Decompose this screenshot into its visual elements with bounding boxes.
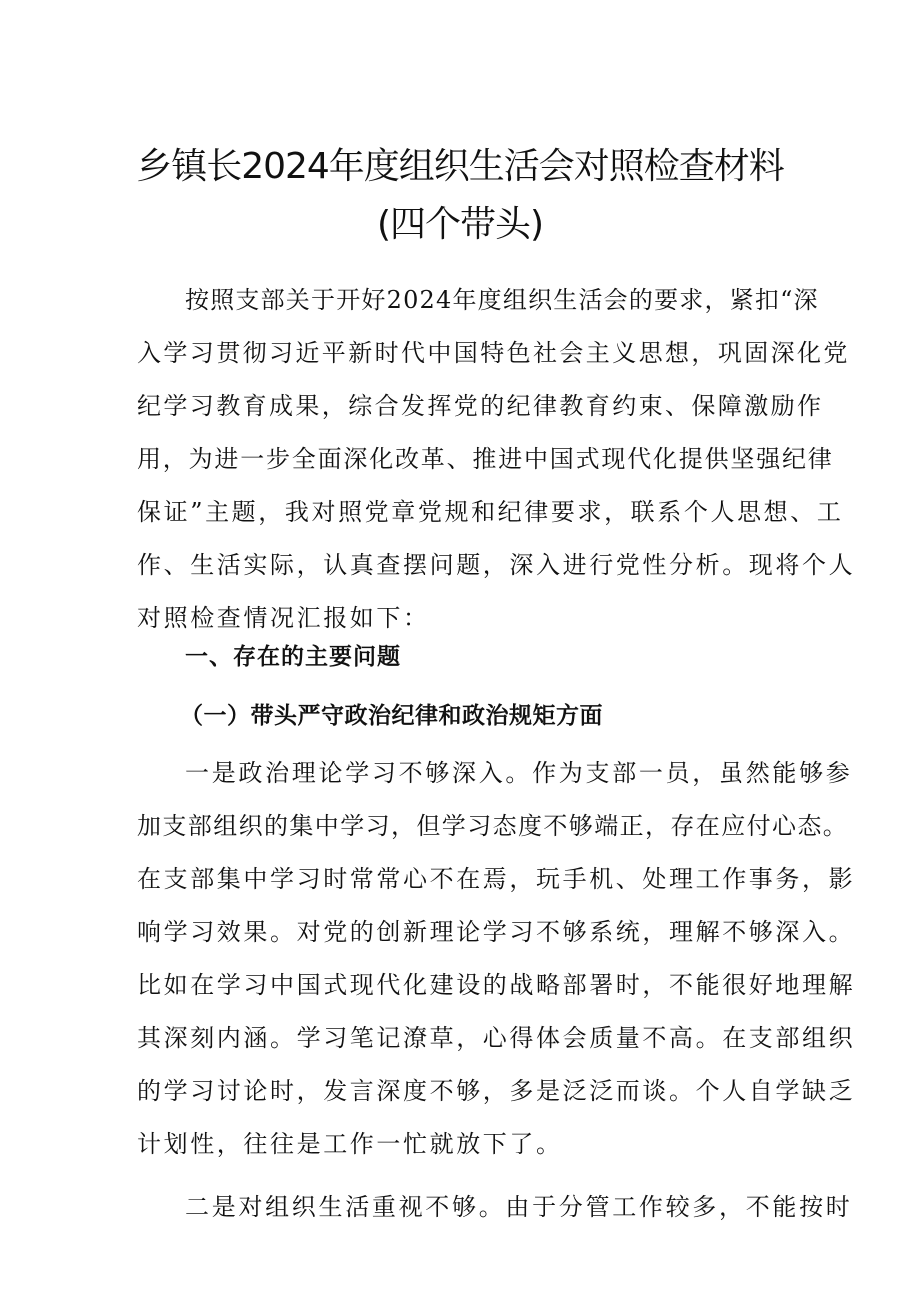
paragraph-line: 按照支部关于开好2024年度组织生活会的要求，紧扣“深 — [185, 286, 819, 314]
paragraph-line: 一是政治理论学习不够深入。作为支部一员，虽然能够参 — [185, 759, 853, 787]
paragraph-line: 对照检查情况汇报如下： — [137, 604, 430, 632]
paragraph-line: 加支部组织的集中学习，但学习态度不够端正，存在应付心态。 — [137, 812, 849, 840]
paragraph-line: 的学习讨论时，发言深度不够，多是泛泛而谈。个人自学缺乏 — [137, 1077, 856, 1105]
paragraph-line: 纪学习教育成果，综合发挥党的纪律教育约束、保障激励作 — [137, 392, 824, 420]
document-title: 乡镇长2024年度组织生活会对照检查材料 — [136, 146, 784, 187]
paragraph-line: 在支部集中学习时常常心不在焉，玩手机、处理工作事务，影 — [137, 865, 856, 893]
paragraph-line: 入学习贯彻习近平新时代中国特色社会主义思想，巩固深化党 — [137, 339, 850, 367]
paragraph-line: 作、生活实际，认真查摆问题，深入进行党性分析。现将个人 — [137, 551, 856, 579]
paragraph-line: 二是对组织生活重视不够。由于分管工作较多，不能按时 — [185, 1193, 853, 1221]
paragraph-line: 比如在学习中国式现代化建设的战略部署时，不能很好地理解 — [137, 971, 856, 999]
section-heading: 一、存在的主要问题 — [185, 644, 401, 670]
paragraph-line: 响学习效果。对党的创新理论学习不够系统，理解不够深入。 — [137, 918, 856, 946]
subsection-heading: （一）带头严守政治纪律和政治规矩方面 — [180, 703, 603, 729]
document-subtitle: (四个带头) — [376, 204, 544, 245]
paragraph-line: 计划性，往往是工作一忙就放下了。 — [137, 1130, 563, 1158]
paragraph-line: 保证”主题，我对照党章党规和纪律要求，联系个人思想、工 — [137, 498, 844, 526]
paragraph-line: 用，为进一步全面深化改革、推进中国式现代化提供坚强纪律 — [137, 445, 834, 473]
paragraph-line: 其深刻内涵。学习笔记潦草，心得体会质量不高。在支部组织 — [137, 1024, 856, 1052]
